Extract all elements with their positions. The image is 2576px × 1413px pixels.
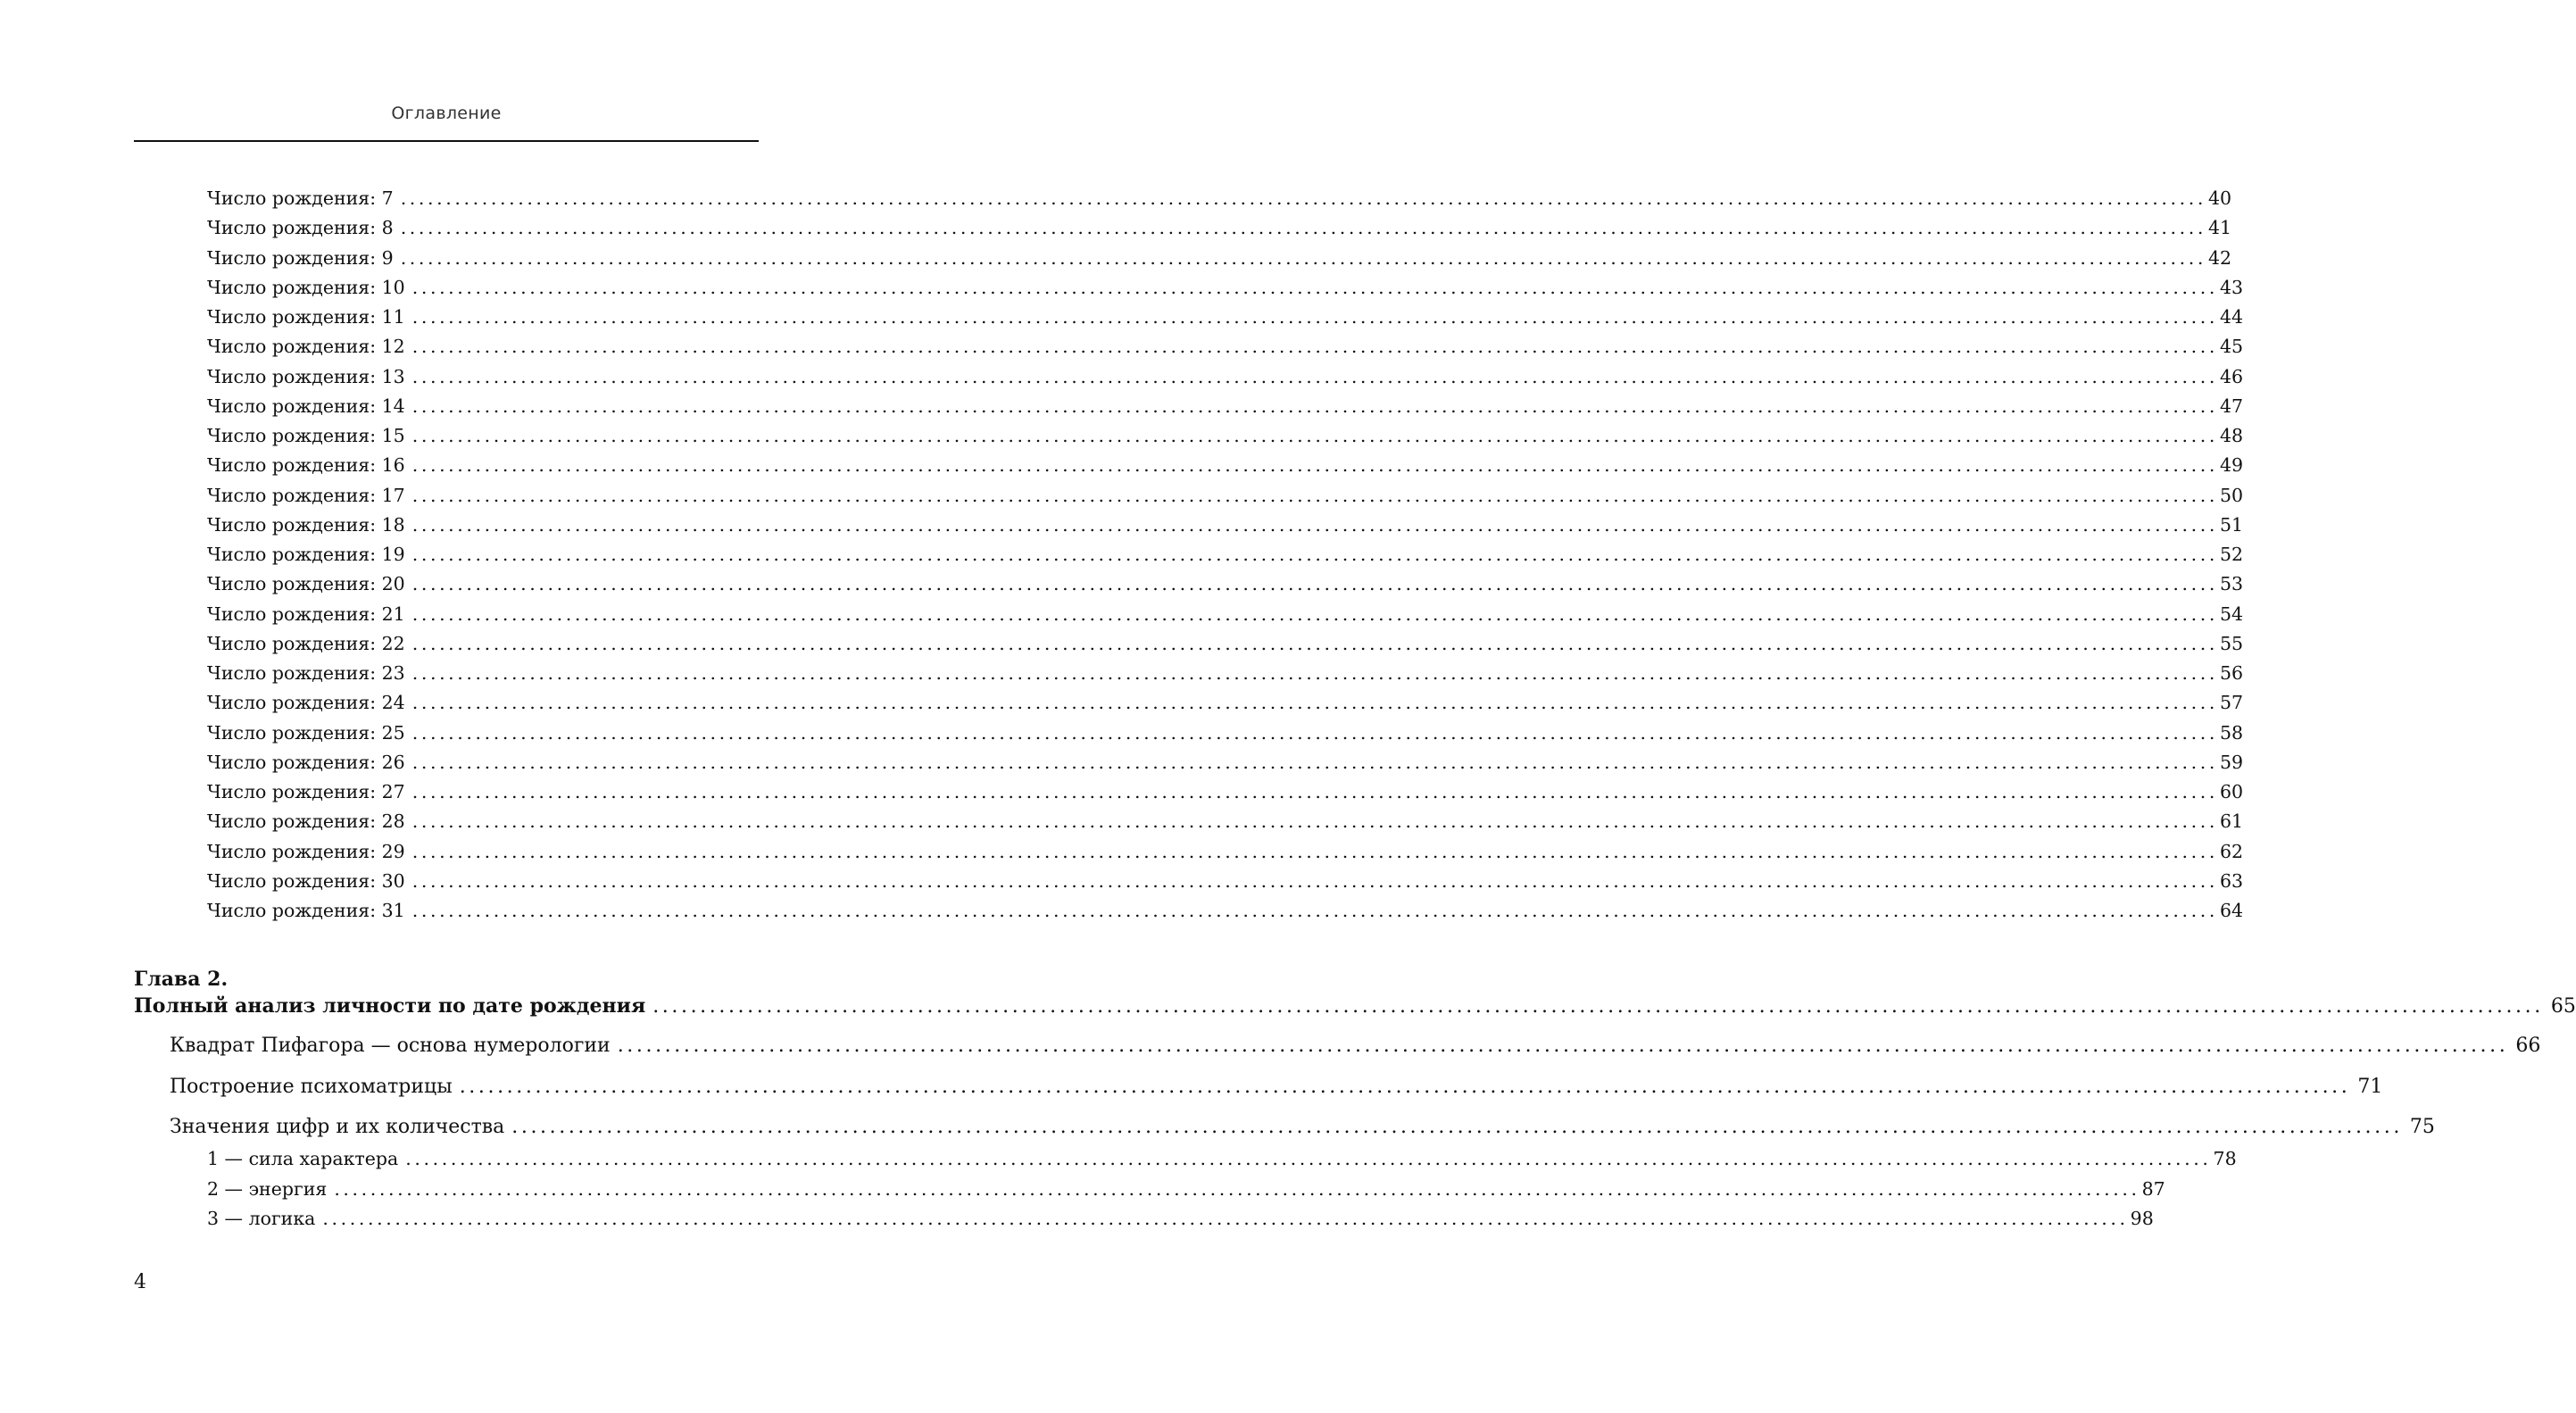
toc-entry-label: Число рождения: 18: [207, 514, 405, 536]
dot-leader: ........................................................................................................................................................................................................: [652, 995, 2544, 1018]
toc-entry-page: 63: [2220, 870, 2244, 892]
dot-leader: ........................................................................................................................................................................................................: [411, 722, 2218, 744]
toc-entry-label: Число рождения: 8: [207, 217, 394, 238]
toc-entry-page: 42: [2207, 247, 2232, 269]
toc-entry[interactable]: [207, 247, 2232, 274]
dot-leader: ........................................................................................................................................................................................................: [411, 366, 2218, 387]
toc-entry-page: 52: [2220, 544, 2244, 565]
dot-leader: ........................................................................................................................................................................................................: [511, 1116, 2403, 1138]
toc-entry[interactable]: [207, 366, 2244, 393]
toc-entry-label: Число рождения: 19: [207, 544, 405, 565]
toc-entry-label: Число рождения: 30: [207, 870, 405, 892]
toc-entry-label: Число рождения: 22: [207, 633, 405, 654]
header-rule: [134, 140, 759, 142]
toc-entry[interactable]: [207, 454, 2244, 481]
dot-leader: ........................................................................................................................................................................................................: [400, 247, 2206, 269]
dot-leader: ........................................................................................................................................................................................................: [411, 781, 2218, 802]
toc-entry-label: Число рождения: 15: [207, 425, 405, 446]
toc-section-entry[interactable]: [170, 1035, 2541, 1065]
toc-entry-page: 57: [2220, 692, 2244, 713]
toc-entry[interactable]: [207, 395, 2244, 422]
toc-entry-label: Число рождения: 13: [207, 366, 405, 387]
dot-leader: ........................................................................................................................................................................................................: [411, 514, 2218, 536]
dot-leader: ........................................................................................................................................................................................................: [411, 692, 2218, 713]
toc-entry-page: 62: [2220, 841, 2244, 862]
toc-chapter-entry[interactable]: [134, 994, 2576, 1025]
toc-entry-label: Число рождения: 21: [207, 603, 405, 625]
toc-section-entry[interactable]: [170, 1076, 2383, 1106]
toc-entry-label: Полный анализ личности по дате рождения: [134, 994, 646, 1018]
toc-entry[interactable]: [207, 217, 2232, 244]
toc-entry-label: Число рождения: 12: [207, 336, 405, 357]
toc-entry-page: 60: [2220, 781, 2244, 802]
page-number: 4: [134, 1271, 146, 1293]
toc-entry-page: 53: [2220, 573, 2244, 594]
toc-subsection-entry[interactable]: [207, 1208, 2154, 1234]
toc-entry[interactable]: [207, 573, 2244, 600]
dot-leader: ........................................................................................................................................................................................................: [405, 1148, 2212, 1169]
toc-entry-label: Число рождения: 25: [207, 722, 405, 744]
dot-leader: ........................................................................................................................................................................................................: [411, 900, 2218, 921]
toc-entry-page: 51: [2220, 514, 2244, 536]
toc-entry-page: 43: [2220, 277, 2244, 298]
dot-leader: ........................................................................................................................................................................................................: [400, 187, 2206, 209]
toc-entry-page: 64: [2220, 900, 2244, 921]
dot-leader: ........................................................................................................................................................................................................: [411, 870, 2218, 892]
toc-entry[interactable]: [207, 900, 2244, 927]
toc-entry-label: Число рождения: 17: [207, 485, 405, 506]
toc-entry-page: 87: [2141, 1178, 2165, 1200]
toc-entry[interactable]: [207, 187, 2232, 214]
toc-entry-page: 44: [2220, 306, 2244, 328]
toc-entry-label: Число рождения: 27: [207, 781, 405, 802]
toc-entry-page: 46: [2220, 366, 2244, 387]
dot-leader: ........................................................................................................................................................................................................: [411, 454, 2218, 476]
chapter-number: Глава 2.: [134, 968, 229, 991]
dot-leader: ........................................................................................................................................................................................................: [411, 485, 2218, 506]
toc-entry[interactable]: [207, 781, 2244, 808]
dot-leader: ........................................................................................................................................................................................................: [322, 1208, 2129, 1229]
toc-entry-page: 58: [2220, 722, 2244, 744]
toc-entry-page: 71: [2357, 1076, 2383, 1098]
dot-leader: ........................................................................................................................................................................................................: [411, 306, 2218, 328]
toc-entry-page: 54: [2220, 603, 2244, 625]
toc-entry[interactable]: [207, 306, 2244, 333]
dot-leader: ........................................................................................................................................................................................................: [411, 277, 2218, 298]
toc-subsection-entry[interactable]: [207, 1148, 2237, 1175]
dot-leader: ........................................................................................................................................................................................................: [411, 752, 2218, 773]
toc-entry-page: 49: [2220, 454, 2244, 476]
toc-entry-label: 3 — логика: [207, 1208, 316, 1229]
dot-leader: ........................................................................................................................................................................................................: [411, 425, 2218, 446]
toc-entry-label: Число рождения: 20: [207, 573, 405, 594]
toc-entry-label: Число рождения: 29: [207, 841, 405, 862]
toc-entry-page: 59: [2220, 752, 2244, 773]
dot-leader: ........................................................................................................................................................................................................: [411, 336, 2218, 357]
toc-entry-label: Число рождения: 16: [207, 454, 405, 476]
toc-entry[interactable]: [207, 425, 2244, 452]
toc-entry[interactable]: [207, 810, 2244, 837]
toc-entry[interactable]: [207, 277, 2244, 303]
toc-entry-label: Число рождения: 26: [207, 752, 405, 773]
dot-leader: ........................................................................................................................................................................................................: [411, 633, 2218, 654]
dot-leader: ........................................................................................................................................................................................................: [411, 544, 2218, 565]
toc-entry-page: 45: [2220, 336, 2244, 357]
toc-entry-page: 55: [2220, 633, 2244, 654]
toc-entry[interactable]: [207, 692, 2244, 719]
dot-leader: ........................................................................................................................................................................................................: [459, 1076, 2351, 1098]
toc-section-entry[interactable]: [170, 1116, 2435, 1146]
toc-entry-page: 41: [2207, 217, 2232, 238]
toc-entry-label: Число рождения: 11: [207, 306, 405, 328]
toc-entry-page: 78: [2213, 1148, 2237, 1169]
toc-entry-label: Построение психоматрицы: [170, 1076, 453, 1098]
toc-entry-label: Число рождения: 7: [207, 187, 394, 209]
toc-entry-page: 47: [2220, 395, 2244, 417]
toc-entry[interactable]: [207, 870, 2244, 897]
toc-entry-page: 65: [2550, 995, 2576, 1018]
toc-entry[interactable]: [207, 662, 2244, 689]
toc-entry-label: Число рождения: 24: [207, 692, 405, 713]
toc-entry-label: Число рождения: 14: [207, 395, 405, 417]
toc-entry-label: 1 — сила характера: [207, 1148, 399, 1169]
toc-entry[interactable]: [207, 633, 2244, 660]
dot-leader: ........................................................................................................................................................................................................: [334, 1178, 2140, 1200]
toc-entry[interactable]: [207, 603, 2244, 630]
toc-entry[interactable]: [207, 544, 2244, 570]
toc-entry-page: 48: [2220, 425, 2244, 446]
toc-entry-label: Число рождения: 23: [207, 662, 405, 684]
dot-leader: ........................................................................................................................................................................................................: [411, 841, 2218, 862]
dot-leader: ........................................................................................................................................................................................................: [411, 810, 2218, 832]
dot-leader: ........................................................................................................................................................................................................: [617, 1035, 2509, 1057]
toc-entry[interactable]: [207, 722, 2244, 749]
toc-entry-label: Значения цифр и их количества: [170, 1116, 505, 1138]
toc-entry-label: Квадрат Пифагора — основа нумерологии: [170, 1035, 611, 1057]
toc-subsection-entry[interactable]: [207, 1178, 2165, 1205]
toc-entry[interactable]: [207, 841, 2244, 868]
toc-entry-page: 40: [2207, 187, 2232, 209]
toc-entry-page: 98: [2130, 1208, 2154, 1229]
toc-entry[interactable]: [207, 485, 2244, 511]
toc-entry-label: 2 — энергия: [207, 1178, 328, 1200]
dot-leader: ........................................................................................................................................................................................................: [411, 662, 2218, 684]
dot-leader: ........................................................................................................................................................................................................: [411, 603, 2218, 625]
toc-entry-label: Число рождения: 9: [207, 247, 394, 269]
toc-entry-label: Число рождения: 31: [207, 900, 405, 921]
toc-entry-page: 50: [2220, 485, 2244, 506]
toc-entry[interactable]: [207, 336, 2244, 362]
toc-entry-page: 56: [2220, 662, 2244, 684]
dot-leader: ........................................................................................................................................................................................................: [411, 395, 2218, 417]
toc-entry[interactable]: [207, 514, 2244, 541]
toc-entry-page: 61: [2220, 810, 2244, 832]
dot-leader: ........................................................................................................................................................................................................: [400, 217, 2206, 238]
toc-entry[interactable]: [207, 752, 2244, 778]
dot-leader: ........................................................................................................................................................................................................: [411, 573, 2218, 594]
toc-entry-label: Число рождения: 10: [207, 277, 405, 298]
toc-entry-page: 66: [2515, 1035, 2541, 1057]
toc-entry-page: 75: [2409, 1116, 2435, 1138]
running-head: Оглавление: [391, 104, 502, 123]
toc-entry-label: Число рождения: 28: [207, 810, 405, 832]
